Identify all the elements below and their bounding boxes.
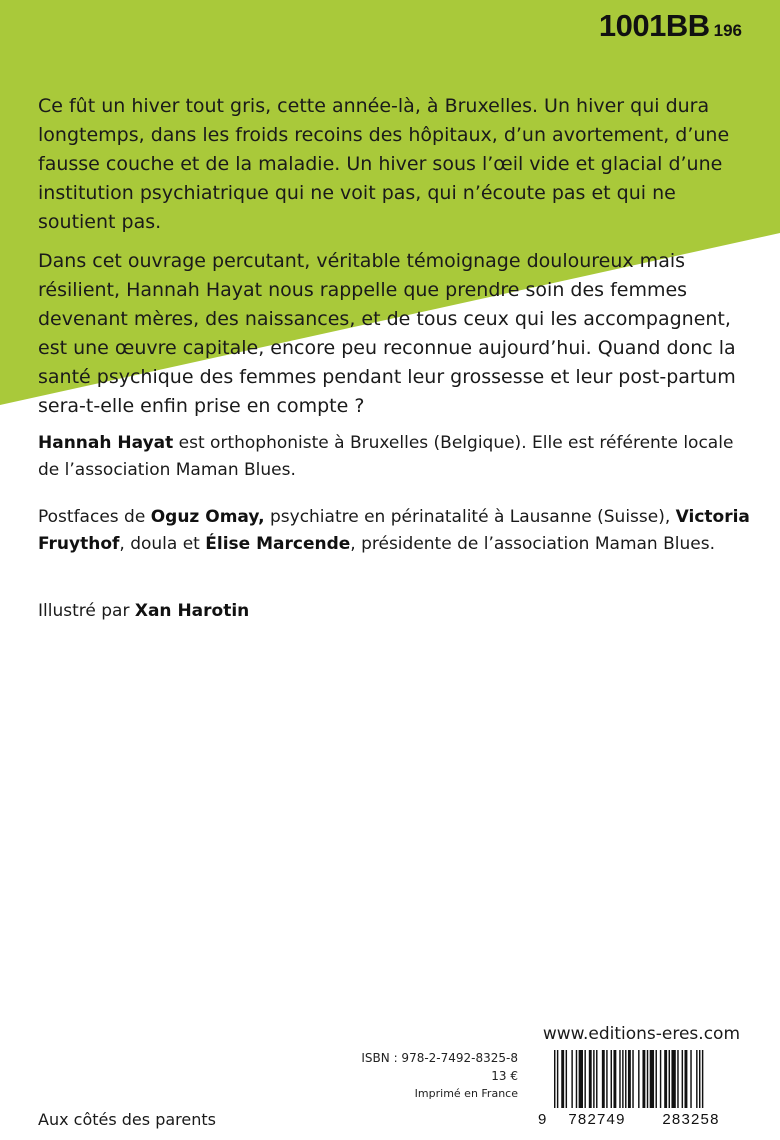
barcode-bar <box>606 1050 607 1110</box>
barcode-bar <box>682 1050 683 1110</box>
barcode-bar <box>613 1050 616 1110</box>
series-logo <box>599 8 742 44</box>
barcode-bar <box>685 1050 688 1110</box>
postfaces-intro: Postfaces de <box>38 507 151 527</box>
barcode-bar <box>619 1050 620 1110</box>
postface-role-3: , présidente de l’association Maman Blues. <box>350 534 715 554</box>
barcode-bar <box>660 1050 661 1110</box>
barcode-digits-left: 782749 <box>568 1111 626 1128</box>
printed-in: Imprimé en France <box>414 1087 518 1100</box>
barcode-bar <box>656 1050 657 1110</box>
barcode-bar <box>611 1050 612 1110</box>
collection-name: Aux côtés des parents <box>38 1110 216 1129</box>
barcode-bar <box>589 1050 592 1110</box>
series-number: 196 <box>713 21 742 40</box>
illustrator-intro: Illustré par <box>38 601 135 621</box>
barcode <box>538 1050 740 1128</box>
barcode-bar <box>596 1050 597 1110</box>
blurb-paragraph-2: Dans cet ouvrage percutant, véritable témoignage douloureux mais résilient, Hannah Hayat nous rappelle que prendre soin des femmes devenant mères, des naissances, et de tous ceux qui les accompagnent, est une œuvre capitale, encore peu reconnue aujourd’hui. Quand donc la santé psychique des femmes pendant leur grossesse et leur post-partum sera-t-elle enfin prise en compte ? <box>38 250 736 417</box>
postface-author-2: Victoria Fruythof <box>38 507 750 554</box>
barcode-digits-right: 283258 <box>662 1111 720 1128</box>
barcode-bar <box>638 1050 639 1110</box>
barcode-bar <box>622 1050 623 1110</box>
barcode-bar <box>696 1050 697 1110</box>
barcode-bar <box>671 1050 675 1110</box>
price: 13 € <box>491 1069 518 1083</box>
barcode-bar <box>632 1050 633 1110</box>
barcode-bar <box>650 1050 654 1110</box>
barcode-bar <box>647 1050 648 1110</box>
barcode-bar <box>566 1050 567 1110</box>
author-bio <box>38 430 750 484</box>
barcode-bar <box>593 1050 594 1110</box>
illustrator-credit <box>38 598 750 625</box>
postface-role-1: psychiatre en périnatalité à Lausanne (Suisse), <box>264 507 676 527</box>
barcode-bar <box>677 1050 678 1110</box>
barcode-bar <box>584 1050 585 1110</box>
postfaces-credits <box>38 504 750 558</box>
barcode-bar <box>669 1050 670 1110</box>
author-bio-text: est orthophoniste à Bruxelles (Belgique). Elle est référente locale de l’association Maman Blues. <box>38 433 734 480</box>
barcode-bar <box>576 1050 577 1110</box>
blurb-paragraph-1: Ce fût un hiver tout gris, cette année-là, à Bruxelles. Un hiver qui dura longtemps, dans les froids recoins des hôpitaux, d’un avortement, d’une fausse couche et de la maladie. Un hiver sous l’œil vide et glacial d’une institution psychiatrique qui ne voit pas, qui n’écoute pas et qui ne soutient pas. <box>38 95 730 233</box>
author-name: Hannah Hayat <box>38 433 174 453</box>
back-cover-blurb <box>38 92 750 431</box>
barcode-bar <box>690 1050 691 1110</box>
barcode-bar <box>571 1050 572 1110</box>
barcode-bar <box>579 1050 583 1110</box>
publisher-website[interactable]: www.editions-eres.com <box>542 1024 740 1044</box>
postface-author-1: Oguz Omay, <box>150 507 265 527</box>
isbn-block <box>300 1049 518 1103</box>
barcode-bar <box>561 1050 564 1110</box>
barcode-bar <box>642 1050 645 1110</box>
barcode-digit-first: 9 <box>538 1111 547 1128</box>
barcode-bar <box>602 1050 605 1110</box>
barcode-bar <box>664 1050 667 1110</box>
postface-author-3: Élise Marcende <box>205 534 351 554</box>
series-code: 1001BB <box>598 8 710 43</box>
barcode-digits <box>538 1108 740 1128</box>
illustrator-name: Xan Harotin <box>134 601 250 621</box>
isbn-label: ISBN : 978-2-7492-8325-8 <box>361 1051 518 1065</box>
postface-role-2: , doula et <box>119 534 206 554</box>
